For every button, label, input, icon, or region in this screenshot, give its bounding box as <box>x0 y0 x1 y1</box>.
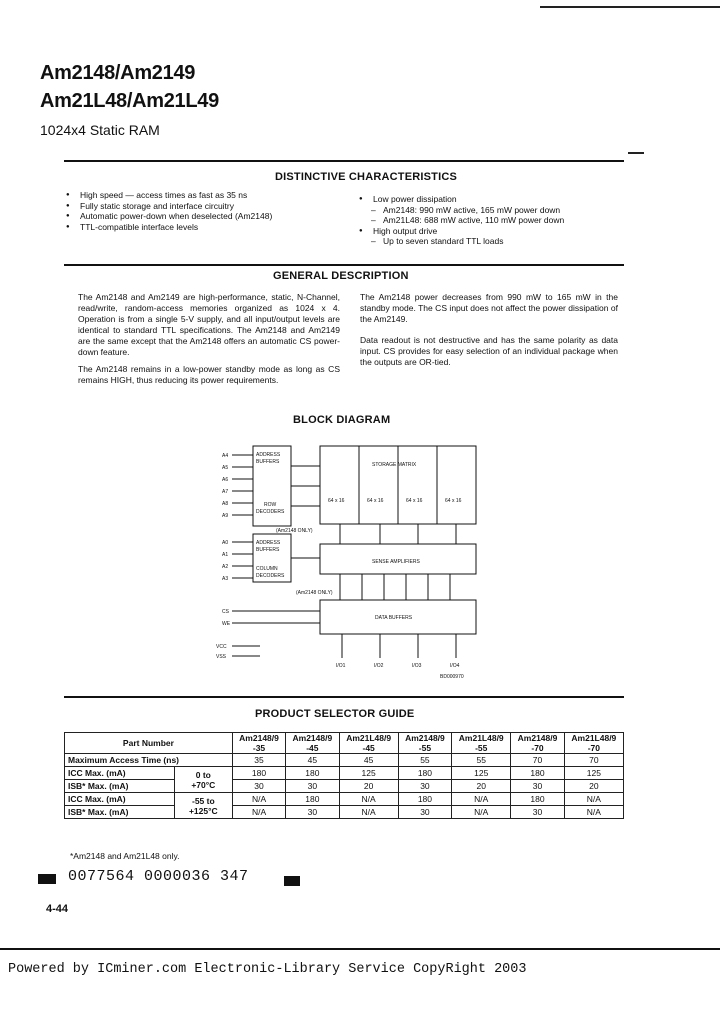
table-header: Am21L48/9 -45 <box>339 733 398 754</box>
we-label: WE <box>222 621 231 627</box>
title-line-1: Am2148/Am2149 <box>40 62 196 84</box>
selector-heading: PRODUCT SELECTOR GUIDE <box>255 708 415 720</box>
distinctive-right-list <box>357 194 627 247</box>
table-row <box>65 780 624 793</box>
table-cell: N/A <box>564 806 623 819</box>
table-cell: 55 <box>452 754 511 767</box>
table-cell: 70 <box>564 754 623 767</box>
distinctive-heading: DISTINCTIVE CHARACTERISTICS <box>275 171 458 183</box>
am2148-only-label: (Am2148 ONLY) <box>276 528 313 534</box>
vcc-label: VCC <box>216 644 227 650</box>
table-cell: 180 <box>232 767 285 780</box>
col-box-label: BUFFERS <box>256 547 280 553</box>
block-diagram-heading: BLOCK DIAGRAM <box>293 414 391 426</box>
page-number: 4-44 <box>46 903 69 915</box>
matrix-cell-label: 64 x 16 <box>328 498 345 504</box>
table-cell: ICC Max. (mA) <box>65 793 175 806</box>
list-item: – Up to seven standard TTL loads <box>357 236 627 247</box>
table-cell: N/A <box>564 793 623 806</box>
io-label: I/O2 <box>374 663 384 669</box>
table-cell: N/A <box>339 806 398 819</box>
general-heading: GENERAL DESCRIPTION <box>273 270 409 282</box>
table-cell: 30 <box>398 806 451 819</box>
paragraph: The Am2148 remains in a low-power standby mode as long as CS remains HIGH, thus reducing its power requirements. <box>78 364 340 385</box>
table-cell: 45 <box>339 754 398 767</box>
section-rule <box>64 264 624 266</box>
paragraph: The Am2148 power decreases from 990 mW to 165 mW in the standby mode. The CS input does not affect the power dissipation of the Am2149. <box>360 292 618 324</box>
col-input-label: A3 <box>222 576 229 582</box>
col-input-label: A1 <box>222 552 229 558</box>
table-row <box>65 733 624 754</box>
table-cell: ISB* Max. (mA) <box>65 806 175 819</box>
table-cell: Maximum Access Time (ns) <box>65 754 233 767</box>
table-cell: 30 <box>511 806 564 819</box>
list-item: – Am21L48: 688 mW active, 110 mW power down <box>357 215 627 226</box>
section-rule <box>64 160 624 162</box>
paragraph: Data readout is not destructive and has the same polarity as data input. CS provides for easy selection of an individual package when the outputs are OR-tied. <box>360 335 618 367</box>
table-cell: 20 <box>339 780 398 793</box>
table-row <box>65 754 624 767</box>
footer-rule <box>0 948 720 950</box>
list-item: ● Fully static storage and interface circuitry <box>64 201 354 212</box>
io-label: I/O1 <box>336 663 346 669</box>
table-cell: 125 <box>339 767 398 780</box>
table-cell: 20 <box>564 780 623 793</box>
row-box-label: ADDRESS <box>256 452 281 458</box>
col-box-label: COLUMN <box>256 566 278 572</box>
row-input-label: A5 <box>222 465 229 471</box>
table-cell: 20 <box>452 780 511 793</box>
table-header: Am21L48/9 -55 <box>452 733 511 754</box>
table-cell: 180 <box>511 767 564 780</box>
table-cell: 30 <box>232 780 285 793</box>
data-buffers-label: DATA BUFFERS <box>375 615 413 621</box>
table-cell: 125 <box>452 767 511 780</box>
table-footnote: *Am2148 and Am21L48 only. <box>70 851 180 861</box>
table-row <box>65 767 624 780</box>
list-item: ● TTL-compatible interface levels <box>64 222 354 233</box>
table-header: Am2148/9 -35 <box>232 733 285 754</box>
table-header: Am21L48/9 -70 <box>564 733 623 754</box>
paragraph: The Am2148 and Am2149 are high-performance, static, N-Channel, read/write, random-access memories organized as 1024 x 4. Operation is from a single 5-V supply, and all input/output levels are identical to standard TTL specifications. The Am2148 and Am2149 are the same except that the Am2148 offers an automatic CS power-down feature. <box>78 292 340 357</box>
figure-id: BD000970 <box>440 674 464 680</box>
list-item: ● Automatic power-down when deselected (Am2148) <box>64 211 354 222</box>
barcode-block-icon <box>38 874 56 884</box>
table-row <box>65 793 624 806</box>
col-box-label: ADDRESS <box>256 540 281 546</box>
general-right-column <box>360 292 618 374</box>
table-cell: 35 <box>232 754 285 767</box>
barcode-block-icon <box>284 876 300 886</box>
vss-label: VSS <box>216 654 227 660</box>
product-selector-table <box>64 732 624 819</box>
col-input-label: A2 <box>222 564 229 570</box>
list-item: ● High output drive <box>357 226 627 237</box>
io-label: I/O3 <box>412 663 422 669</box>
table-cell: 30 <box>398 780 451 793</box>
storage-matrix-label: STORAGE MATRIX <box>372 462 417 468</box>
row-box-label: DECODERS <box>256 509 285 515</box>
matrix-cell-label: 64 x 16 <box>445 498 462 504</box>
table-header: Am2148/9 -70 <box>511 733 564 754</box>
table-cell: 30 <box>286 806 339 819</box>
table-cell: 55 <box>398 754 451 767</box>
table-cell: 180 <box>511 793 564 806</box>
table-cell: 180 <box>398 767 451 780</box>
scan-mark <box>628 152 644 154</box>
table-cell: 45 <box>286 754 339 767</box>
col-input-label: A0 <box>222 540 229 546</box>
row-input-label: A4 <box>222 453 229 459</box>
row-input-label: A6 <box>222 477 229 483</box>
row-box-label: BUFFERS <box>256 459 280 465</box>
table-cell: 125 <box>564 767 623 780</box>
cs-label: CS <box>222 609 229 615</box>
table-cell: 30 <box>511 780 564 793</box>
table-cell: 180 <box>398 793 451 806</box>
table-header: Am2148/9 -45 <box>286 733 339 754</box>
table-cell: 180 <box>286 767 339 780</box>
table-header: Am2148/9 -55 <box>398 733 451 754</box>
table-cell: N/A <box>452 793 511 806</box>
list-item: ● High speed — access times as fast as 35 ns <box>64 190 354 201</box>
table-cell: 70 <box>511 754 564 767</box>
table-cell: ISB* Max. (mA) <box>65 780 175 793</box>
table-cell: ICC Max. (mA) <box>65 767 175 780</box>
list-item: – Am2148: 990 mW active, 165 mW power down <box>357 205 627 216</box>
table-cell: N/A <box>232 806 285 819</box>
table-header: Part Number <box>65 733 233 754</box>
matrix-cell-label: 64 x 16 <box>406 498 423 504</box>
col-box-label: DECODERS <box>256 573 285 579</box>
table-cell: 30 <box>286 780 339 793</box>
list-item: ● Low power dissipation <box>357 194 627 205</box>
table-cell: N/A <box>452 806 511 819</box>
am2148-only-label: (Am2148 ONLY) <box>296 590 333 596</box>
table-row <box>65 806 624 819</box>
subtitle: 1024x4 Static RAM <box>40 122 160 138</box>
table-cell: -55 to +125°C <box>174 793 232 819</box>
row-input-label: A9 <box>222 513 229 519</box>
table-cell: 180 <box>286 793 339 806</box>
matrix-cell-label: 64 x 16 <box>367 498 384 504</box>
section-rule <box>64 696 624 698</box>
distinctive-left-list <box>64 190 354 232</box>
table-cell: N/A <box>232 793 285 806</box>
sense-amplifiers-label: SENSE AMPLIFIERS <box>372 559 420 565</box>
row-input-label: A8 <box>222 501 229 507</box>
title-line-2: Am21L48/Am21L49 <box>40 90 219 112</box>
footer-text: Powered by ICminer.com Electronic-Library Service CopyRight 2003 <box>8 962 527 977</box>
table-cell: 0 to +70°C <box>174 767 232 793</box>
barcode-number: 0077564 0000036 347 <box>68 868 249 885</box>
general-left-column <box>78 292 340 392</box>
row-box-label: ROW <box>264 502 277 508</box>
row-input-label: A7 <box>222 489 229 495</box>
scan-mark <box>540 6 720 8</box>
io-label: I/O4 <box>450 663 460 669</box>
block-diagram <box>200 436 500 686</box>
table-cell: N/A <box>339 793 398 806</box>
